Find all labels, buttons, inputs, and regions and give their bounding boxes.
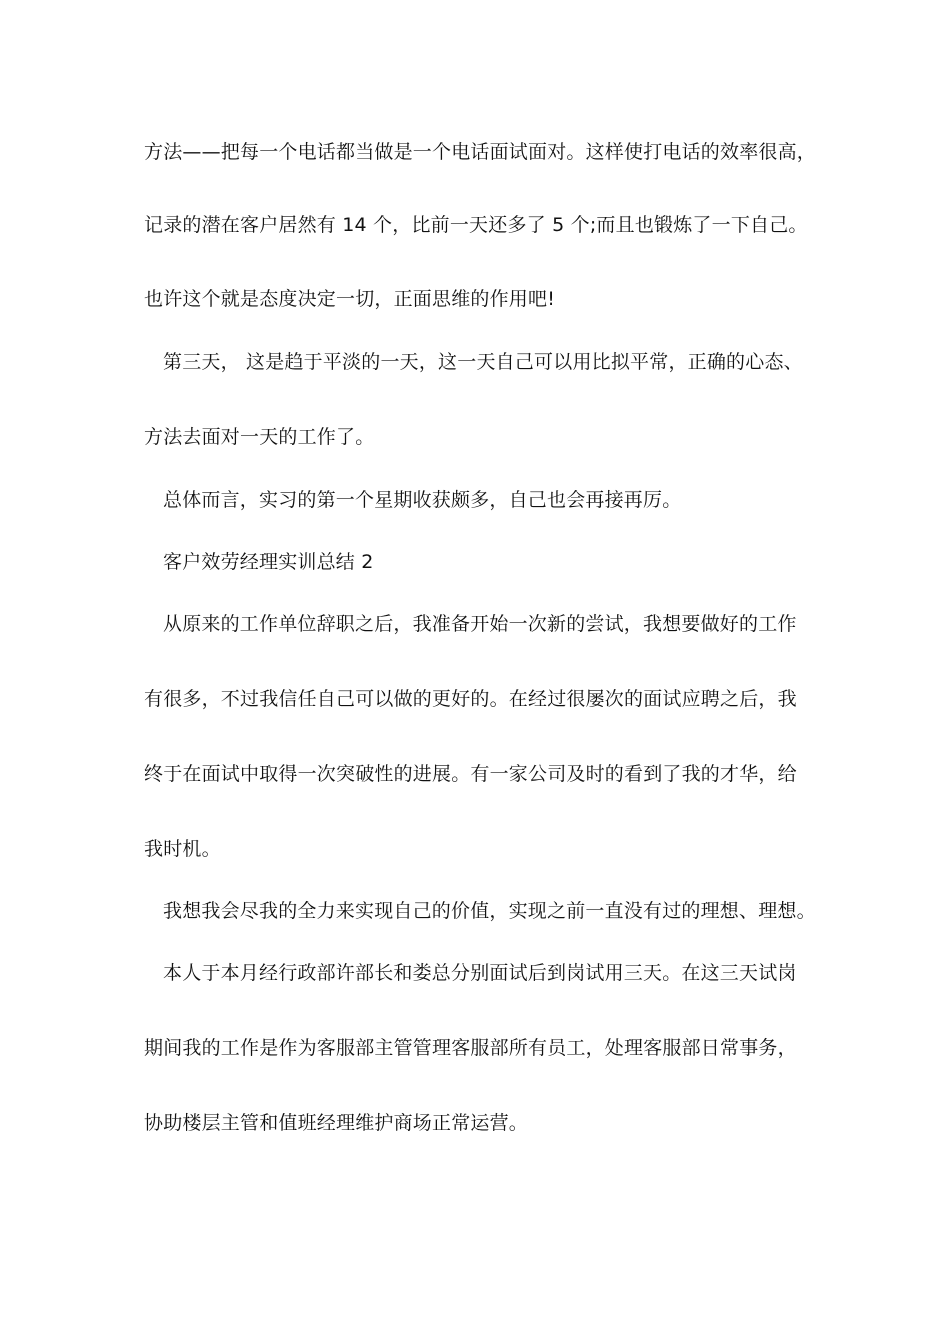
text-line: 也许这个就是态度决定一切，正面思维的作用吧! bbox=[144, 288, 556, 310]
paragraph-start-line: 我想我会尽我的全力来实现自己的价值，实现之前一直没有过的理想、理想。 bbox=[163, 900, 816, 922]
text-line: 方法去面对一天的工作了。 bbox=[144, 426, 375, 448]
text-line: 终于在面试中取得一次突破性的进展。有一家公司及时的看到了我的才华，给 bbox=[144, 763, 797, 785]
text-line: 有很多，不过我信任自己可以做的更好的。在经过很屡次的面试应聘之后，我 bbox=[144, 688, 797, 710]
section-heading: 客户效劳经理实训总结 2 bbox=[163, 551, 374, 573]
paragraph-start-line: 本人于本月经行政部许部长和娄总分别面试后到岗试用三天。在这三天试岗 bbox=[163, 962, 797, 984]
text-line: 方法——把每一个电话都当做是一个电话面试面对。这样使打电话的效率很高， bbox=[144, 141, 817, 163]
text-line: 记录的潜在客户居然有 14 个，比前一天还多了 5 个;而且也锻炼了一下自己。 bbox=[144, 214, 808, 236]
text-line: 期间我的工作是作为客服部主管管理客服部所有员工，处理客服部日常事务， bbox=[144, 1037, 797, 1059]
paragraph-start-line: 总体而言，实习的第一个星期收获颇多，自己也会再接再厉。 bbox=[163, 489, 682, 511]
text-line: 协助楼层主管和值班经理维护商场正常运营。 bbox=[144, 1112, 529, 1134]
text-line: 我时机。 bbox=[144, 838, 221, 860]
paragraph-start-line: 第三天， 这是趋于平淡的一天，这一天自己可以用比拟平常，正确的心态、 bbox=[163, 351, 803, 373]
paragraph-start-line: 从原来的工作单位辞职之后，我准备开始一次新的尝试，我想要做好的工作 bbox=[163, 613, 797, 635]
